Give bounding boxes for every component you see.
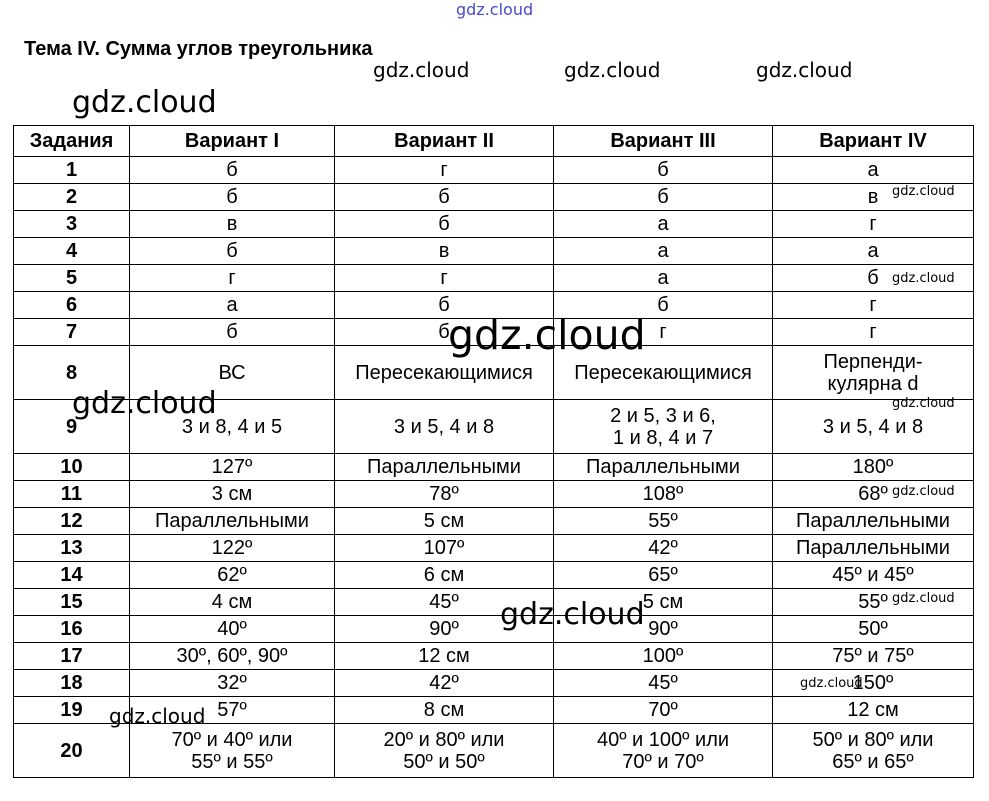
answer-cell-variant-2: 5 см bbox=[335, 508, 554, 535]
answer-cell-variant-1: в bbox=[130, 211, 335, 238]
answer-cell-variant-1: 3 и 8, 4 и 5 bbox=[130, 400, 335, 454]
answer-cell-variant-2: 3 и 5, 4 и 8 bbox=[335, 400, 554, 454]
answer-cell-variant-1: б bbox=[130, 184, 335, 211]
answer-cell-variant-4: 55º bbox=[773, 589, 974, 616]
watermark-text: gdz.cloud bbox=[892, 184, 955, 199]
task-number-cell: 12 bbox=[14, 508, 130, 535]
answer-cell-variant-4: г bbox=[773, 211, 974, 238]
watermark-text: gdz.cloud bbox=[800, 676, 863, 691]
answer-cell-variant-3: 65º bbox=[554, 562, 773, 589]
answer-cell-variant-3: а bbox=[554, 265, 773, 292]
header-variant-1: Вариант I bbox=[130, 126, 335, 157]
task-number-cell: 13 bbox=[14, 535, 130, 562]
task-number-cell: 3 bbox=[14, 211, 130, 238]
watermark-text: gdz.cloud bbox=[564, 58, 661, 82]
answer-cell-variant-4: 50º bbox=[773, 616, 974, 643]
answer-cell-variant-2: 6 см bbox=[335, 562, 554, 589]
answer-cell-variant-2: г bbox=[335, 265, 554, 292]
answer-cell-variant-2: 107º bbox=[335, 535, 554, 562]
answer-cell-variant-2: 12 см bbox=[335, 643, 554, 670]
answer-cell-variant-3: 5 см bbox=[554, 589, 773, 616]
answer-cell-variant-3: 100º bbox=[554, 643, 773, 670]
table-row bbox=[14, 643, 974, 670]
answer-cell-variant-4: а bbox=[773, 157, 974, 184]
watermark-text: gdz.cloud bbox=[500, 597, 645, 632]
answer-cell-variant-1: 57º bbox=[130, 697, 335, 724]
answer-cell-variant-4: Параллельными bbox=[773, 535, 974, 562]
header-variant-3: Вариант III bbox=[554, 126, 773, 157]
table-row bbox=[14, 508, 974, 535]
answer-cell-variant-1: а bbox=[130, 292, 335, 319]
table-row bbox=[14, 616, 974, 643]
answer-cell-variant-3: а bbox=[554, 211, 773, 238]
answer-cell-variant-3: а bbox=[554, 238, 773, 265]
answer-cell-variant-2: 42º bbox=[335, 670, 554, 697]
table-header-row bbox=[14, 126, 974, 157]
task-number-cell: 16 bbox=[14, 616, 130, 643]
task-number-cell: 7 bbox=[14, 319, 130, 346]
table-row bbox=[14, 157, 974, 184]
table-row bbox=[14, 454, 974, 481]
watermark-text: gdz.cloud bbox=[756, 58, 853, 82]
answer-cell-variant-2: г bbox=[335, 157, 554, 184]
table-row bbox=[14, 535, 974, 562]
answer-cell-variant-1: 127º bbox=[130, 454, 335, 481]
answer-cell-variant-1: 32º bbox=[130, 670, 335, 697]
answer-cell-variant-1: ВС bbox=[130, 346, 335, 400]
task-number-cell: 14 bbox=[14, 562, 130, 589]
answer-cell-variant-4: 68º bbox=[773, 481, 974, 508]
watermark-text: gdz.cloud bbox=[892, 271, 955, 286]
task-number-cell: 17 bbox=[14, 643, 130, 670]
answer-cell-variant-2: Пересекающимися bbox=[335, 346, 554, 400]
answer-cell-variant-3: 90º bbox=[554, 616, 773, 643]
watermark-text: gdz.cloud bbox=[72, 386, 217, 421]
answer-cell-variant-1: 30º, 60º, 90º bbox=[130, 643, 335, 670]
table-row bbox=[14, 265, 974, 292]
page-title: Тема IV. Сумма углов треугольника bbox=[24, 38, 373, 60]
task-number-cell: 4 bbox=[14, 238, 130, 265]
answer-cell-variant-3: 2 и 5, 3 и 6, 1 и 8, 4 и 7 bbox=[554, 400, 773, 454]
watermark-text: gdz.cloud bbox=[72, 85, 217, 120]
answer-cell-variant-1: 122º bbox=[130, 535, 335, 562]
answer-cell-variant-3: г bbox=[554, 319, 773, 346]
answer-cell-variant-4: а bbox=[773, 238, 974, 265]
answer-cell-variant-1: 70º и 40º или 55º и 55º bbox=[130, 724, 335, 778]
answer-cell-variant-4: 12 см bbox=[773, 697, 974, 724]
header-variant-4: Вариант IV bbox=[773, 126, 974, 157]
task-number-cell: 5 bbox=[14, 265, 130, 292]
answer-cell-variant-2: б bbox=[335, 292, 554, 319]
answer-cell-variant-2: 45º bbox=[335, 589, 554, 616]
answer-cell-variant-3: 55º bbox=[554, 508, 773, 535]
answer-cell-variant-1: б bbox=[130, 238, 335, 265]
answer-cell-variant-3: б bbox=[554, 184, 773, 211]
answer-cell-variant-1: 40º bbox=[130, 616, 335, 643]
watermark-text: gdz.cloud bbox=[892, 591, 955, 606]
task-number-cell: 11 bbox=[14, 481, 130, 508]
task-number-cell: 19 bbox=[14, 697, 130, 724]
answer-cell-variant-2: б bbox=[335, 319, 554, 346]
task-number-cell: 9 bbox=[14, 400, 130, 454]
task-number-cell: 6 bbox=[14, 292, 130, 319]
answer-cell-variant-4: г bbox=[773, 319, 974, 346]
answer-cell-variant-3: б bbox=[554, 292, 773, 319]
answer-cell-variant-2: б bbox=[335, 211, 554, 238]
watermark-text: gdz.cloud bbox=[448, 311, 646, 359]
table-row bbox=[14, 211, 974, 238]
table-row bbox=[14, 481, 974, 508]
answer-cell-variant-4: Параллельными bbox=[773, 508, 974, 535]
task-number-cell: 2 bbox=[14, 184, 130, 211]
task-number-cell: 10 bbox=[14, 454, 130, 481]
answer-cell-variant-4: г bbox=[773, 292, 974, 319]
watermark-text: gdz.cloud bbox=[109, 704, 206, 728]
answer-cell-variant-2: 8 см bbox=[335, 697, 554, 724]
answer-cell-variant-2: 78º bbox=[335, 481, 554, 508]
table-row bbox=[14, 724, 974, 778]
task-number-cell: 18 bbox=[14, 670, 130, 697]
answer-cell-variant-4: 45º и 45º bbox=[773, 562, 974, 589]
answer-cell-variant-4: 3 и 5, 4 и 8 bbox=[773, 400, 974, 454]
answer-cell-variant-1: 4 см bbox=[130, 589, 335, 616]
answer-cell-variant-4: б bbox=[773, 265, 974, 292]
answer-cell-variant-2: 90º bbox=[335, 616, 554, 643]
answer-cell-variant-3: Пересекающимися bbox=[554, 346, 773, 400]
watermark-text: gdz.cloud bbox=[892, 484, 955, 499]
answer-cell-variant-2: Параллельными bbox=[335, 454, 554, 481]
answer-cell-variant-4: 75º и 75º bbox=[773, 643, 974, 670]
answer-cell-variant-1: 62º bbox=[130, 562, 335, 589]
answer-cell-variant-1: б bbox=[130, 157, 335, 184]
answer-cell-variant-3: б bbox=[554, 157, 773, 184]
answer-cell-variant-2: б bbox=[335, 184, 554, 211]
answer-cell-variant-1: Параллельными bbox=[130, 508, 335, 535]
task-number-cell: 1 bbox=[14, 157, 130, 184]
watermark-text: gdz.cloud bbox=[892, 396, 955, 411]
answer-cell-variant-3: 70º bbox=[554, 697, 773, 724]
answer-cell-variant-2: в bbox=[335, 238, 554, 265]
task-number-cell: 20 bbox=[14, 724, 130, 778]
task-number-cell: 15 bbox=[14, 589, 130, 616]
answer-cell-variant-1: г bbox=[130, 265, 335, 292]
answer-cell-variant-4: в bbox=[773, 184, 974, 211]
answer-cell-variant-3: Параллельными bbox=[554, 454, 773, 481]
answer-cell-variant-3: 40º и 100º или 70º и 70º bbox=[554, 724, 773, 778]
answer-cell-variant-4: 150º bbox=[773, 670, 974, 697]
answer-cell-variant-1: 3 см bbox=[130, 481, 335, 508]
watermark-text: gdz.cloud bbox=[456, 0, 534, 19]
table-row bbox=[14, 238, 974, 265]
answer-cell-variant-4: 50º и 80º или 65º и 65º bbox=[773, 724, 974, 778]
task-number-cell: 8 bbox=[14, 346, 130, 400]
answer-cell-variant-1: б bbox=[130, 319, 335, 346]
answer-cell-variant-4: Перпенди- кулярна d bbox=[773, 346, 974, 400]
table-row bbox=[14, 589, 974, 616]
header-tasks: Задания bbox=[14, 126, 130, 157]
table-row bbox=[14, 184, 974, 211]
answer-cell-variant-4: 180º bbox=[773, 454, 974, 481]
header-variant-2: Вариант II bbox=[335, 126, 554, 157]
watermark-text: gdz.cloud bbox=[373, 58, 470, 82]
answer-cell-variant-3: 45º bbox=[554, 670, 773, 697]
table-row bbox=[14, 562, 974, 589]
answer-cell-variant-3: 42º bbox=[554, 535, 773, 562]
answer-cell-variant-3: 108º bbox=[554, 481, 773, 508]
answer-cell-variant-2: 20º и 80º или 50º и 50º bbox=[335, 724, 554, 778]
